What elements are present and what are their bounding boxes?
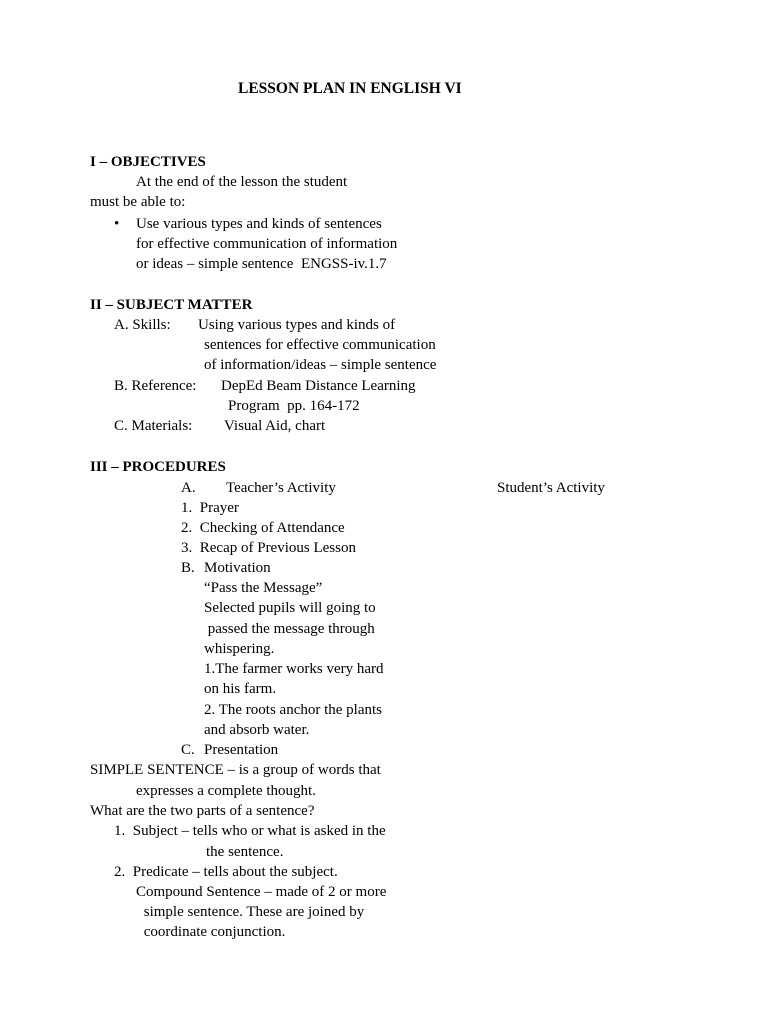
reference-text-line: Program pp. 164-172 [228,398,360,414]
motivation-line: 2. The roots anchor the plants [204,702,383,718]
objectives-intro-line: must be able to: [90,194,186,210]
skills-label: A. Skills: [114,317,171,333]
motivation-line: passed the message through [204,621,375,637]
student-activity-header: Student’s Activity [497,480,605,496]
sentence-part-line: coordinate conjunction. [140,924,286,940]
subject-matter-heading: II – SUBJECT MATTER [90,297,253,313]
objectives-intro-line: At the end of the lesson the student [136,174,348,190]
motivation-label: Motivation [204,560,271,576]
sentence-part-line: 2. Predicate – tells about the subject. [114,864,338,880]
skills-text-line: Using various types and kinds of [198,317,396,333]
sentence-part-line: simple sentence. These are joined by [140,904,365,920]
materials-text: Visual Aid, chart [224,418,326,434]
page-title: LESSON PLAN IN ENGLISH VI [238,80,462,97]
objectives-heading: I – OBJECTIVES [90,154,206,170]
motivation-line: whispering. [204,641,275,657]
procedures-heading: III – PROCEDURES [90,459,226,475]
definition-line: expresses a complete thought. [136,783,316,799]
presentation-marker: C. [181,742,195,758]
reference-text-line: DepEd Beam Distance Learning [221,378,416,394]
sentence-part-line: 1. Subject – tells who or what is asked in the [114,823,386,839]
skills-text-line: of information/ideas – simple sentence [204,357,437,373]
presentation-label: Presentation [204,742,279,758]
sentence-part-line: Compound Sentence – made of 2 or more [136,884,387,900]
objective-item-line: or ideas – simple sentence ENGSS-iv.1.7 [136,256,387,272]
objective-item-line: for effective communication of information [136,236,398,252]
motivation-line: “Pass the Message” [204,580,323,596]
procedure-step: 2. Checking of Attendance [181,520,345,536]
bullet-icon: • [114,216,120,232]
skills-text-line: sentences for effective communication [204,337,436,353]
motivation-line: and absorb water. [204,722,310,738]
objective-item-line: Use various types and kinds of sentences [136,216,382,232]
procedure-step: 1. Prayer [181,500,239,516]
motivation-line: 1.The farmer works very hard [204,661,384,677]
definition-line: SIMPLE SENTENCE – is a group of words that [90,762,381,778]
procedure-step: 3. Recap of Previous Lesson [181,540,356,556]
motivation-line: Selected pupils will going to [204,600,376,616]
sentence-part-line: the sentence. [206,844,284,860]
motivation-line: on his farm. [204,681,277,697]
activity-marker: A. [181,480,196,496]
question-line: What are the two parts of a sentence? [90,803,315,819]
motivation-marker: B. [181,560,195,576]
materials-label: C. Materials: [114,418,193,434]
reference-label: B. Reference: [114,378,197,394]
teacher-activity-header: Teacher’s Activity [226,480,336,496]
